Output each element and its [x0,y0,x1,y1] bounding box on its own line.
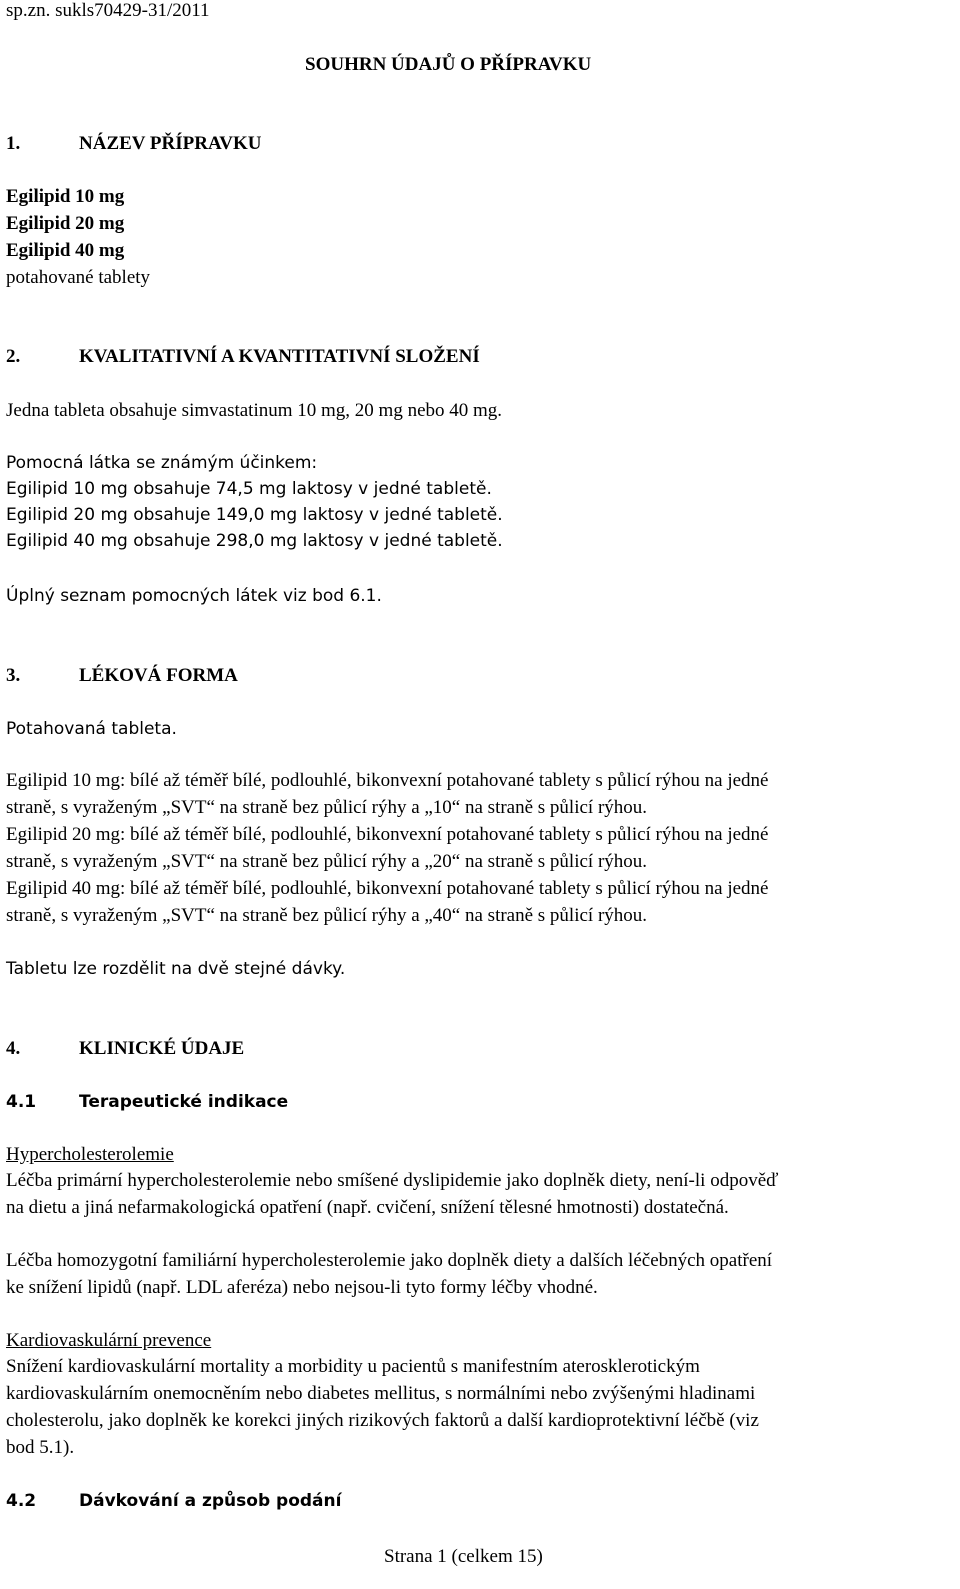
document-reference: sp.zn. sukls70429-31/2011 [6,0,210,21]
subsection-4-2-heading [6,1490,341,1512]
section-1-number: 1. [6,133,21,154]
page-title: SOUHRN ÚDAJŮ O PŘÍPRAVKU [305,54,592,75]
excipient-full-list-note: Úplný seznam pomocných látek viz bod 6.1. [6,586,382,606]
section-3-number: 3. [6,665,21,686]
product-form-line: potahované tablety [6,267,151,288]
indication-line: Snížení kardiovaskulární mortality a morbidity u pacientů s manifestním aterosklerotickým [6,1356,700,1377]
section-1-title: NÁZEV PŘÍPRAVKU [79,133,262,154]
tablet-description-line: Egilipid 40 mg: bílé až téměř bílé, podlouhlé, bikonvexní potahované tablety s půlicí rýhou na jedné [6,878,769,899]
indication-line: Léčba homozygotní familiární hypercholesterolemie jako doplněk diety a dalších léčebných opatření [6,1250,773,1271]
section-3-title: LÉKOVÁ FORMA [79,665,238,686]
excipient-heading: Pomocná látka se známým účinkem: [6,453,318,473]
excipient-line: Egilipid 10 mg obsahuje 74,5 mg laktosy v jedné tabletě. [6,479,492,499]
product-name-line: Egilipid 40 mg [6,240,125,261]
tablet-description-line: Egilipid 20 mg: bílé až téměř bílé, podlouhlé, bikonvexní potahované tablety s půlicí rýhou na jedné [6,824,769,845]
tablet-description-line: straně, s vyraženým „SVT“ na straně bez půlicí rýhy a „40“ na straně s půlicí rýhou. [6,905,648,926]
tablet-description-line: Egilipid 10 mg: bílé až téměř bílé, podlouhlé, bikonvexní potahované tablety s půlicí rýhou na jedné [6,770,769,791]
excipient-line: Egilipid 20 mg obsahuje 149,0 mg laktosy v jedné tabletě. [6,505,503,525]
subsection-4-1-title: Terapeutické indikace [79,1092,289,1112]
indication-line: ke snížení lipidů (např. LDL aferéza) nebo nejsou-li tyto formy léčby vhodné. [6,1277,598,1298]
composition-text: Jedna tableta obsahuje simvastatinum 10 mg, 20 mg nebo 40 mg. [6,400,503,421]
product-name-line: Egilipid 20 mg [6,213,125,234]
section-4-title: KLINICKÉ ÚDAJE [79,1038,245,1059]
section-2-title: KVALITATIVNÍ A KVANTITATIVNÍ SLOŽENÍ [79,346,480,367]
section-3-heading [6,665,238,687]
excipient-line: Egilipid 40 mg obsahuje 298,0 mg laktosy v jedné tabletě. [6,531,503,551]
section-2-heading [6,346,480,368]
tablet-description-line: straně, s vyraženým „SVT“ na straně bez půlicí rýhy a „20“ na straně s půlicí rýhou. [6,851,648,872]
pharmaceutical-form: Potahovaná tableta. [6,719,177,739]
subsection-4-2-title: Dávkování a způsob podání [79,1491,342,1511]
subsection-4-2-number: 4.2 [6,1491,37,1511]
section-1-heading [6,133,261,155]
indication-line: Léčba primární hypercholesterolemie nebo smíšené dyslipidemie jako doplněk diety, není-li odpověď [6,1170,779,1191]
tablet-split-note: Tabletu lze rozdělit na dvě stejné dávky. [6,959,346,979]
cardiovascular-prevention-heading: Kardiovaskulární prevence [6,1330,212,1351]
page-number: Strana 1 (celkem 15) [384,1546,543,1567]
subsection-4-1-heading [6,1091,288,1113]
section-4-heading [6,1038,244,1060]
section-4-number: 4. [6,1038,21,1059]
section-2-number: 2. [6,346,21,367]
indication-line: bod 5.1). [6,1437,75,1458]
product-name-line: Egilipid 10 mg [6,186,125,207]
indication-line: cholesterolu, jako doplněk ke korekci jiných rizikových faktorů a další kardioprotektivní léčbě (viz [6,1410,759,1431]
tablet-description-line: straně, s vyraženým „SVT“ na straně bez půlicí rýhy a „10“ na straně s půlicí rýhou. [6,797,648,818]
subsection-4-1-number: 4.1 [6,1092,37,1112]
hypercholesterolemia-heading: Hypercholesterolemie [6,1144,174,1165]
indication-line: na dietu a jiná nefarmakologická opatření (např. cvičení, snížení tělesné hmotnosti) dostatečná. [6,1197,729,1218]
indication-line: kardiovaskulárním onemocněním nebo diabetes mellitus, s normálními nebo zvýšenými hladinami [6,1383,756,1404]
